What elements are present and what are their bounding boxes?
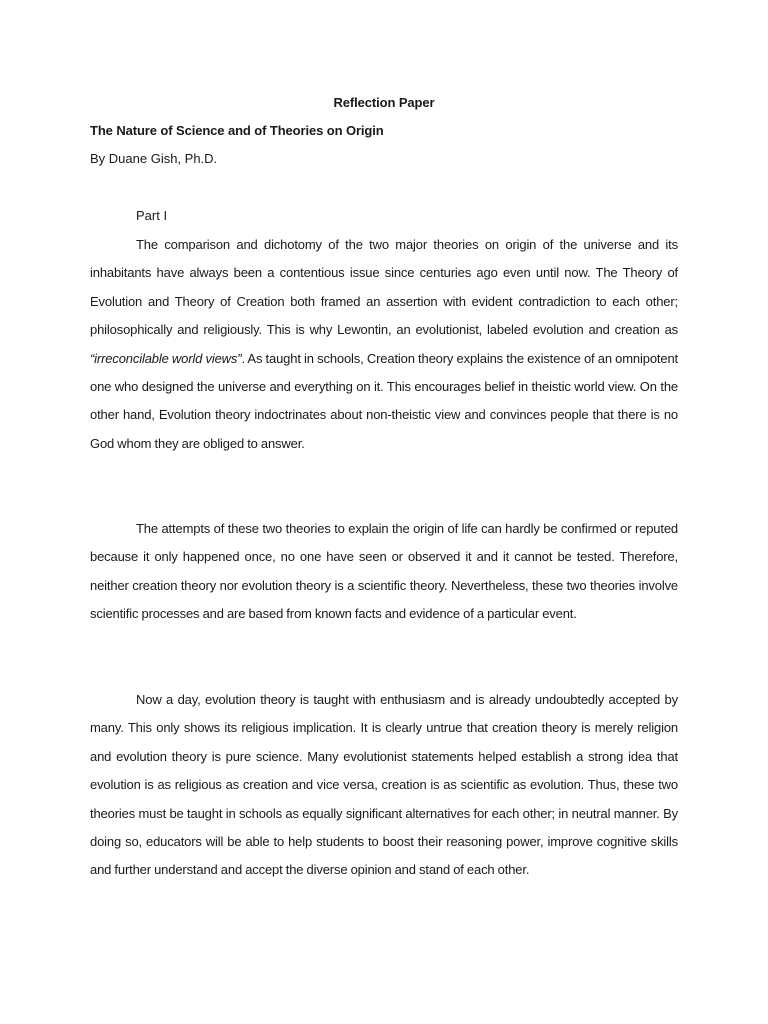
paragraph-3: Now a day, evolution theory is taught with enthusiasm and is already undoubtedly accepted by many. This only shows its religious implication. It is clearly untrue that creation theory is merely religion and evolution theory is pure science. Many evolutionist statements helped establish a strong idea that evolution is as religious as creation and vice versa, creation is as scientific as evolution. Thus, these two theories must be taught in schools as equally significant alternatives for each other; in neutral manner. By doing so, educators will be able to help students to boost their reasoning power, improve cognitive skills and further understand and accept the diverse opinion and stand of each other. [90, 692, 678, 878]
document-author: By Duane Gish, Ph.D. [90, 151, 218, 166]
paragraph-1 [90, 231, 678, 458]
paragraph-1-quote: “irreconcilable world views” [90, 350, 242, 366]
paragraph-1-text-end: . As taught in schools, Creation theory explains the existence of an omnipotent one who designed the universe and everything on it. This encourages belief in theistic world view. On the other hand, Evolution theory indoctrinates about non-theistic view and convinces people that there is no God whom they are obliged to answer. [90, 350, 678, 451]
paragraph-1-text-start: The comparison and dichotomy of the two major theories on origin of the universe and its inhabitants have always been a contentious issue since centuries ago even until now. The Theory of Evolution and Theory of Creation both framed an assertion with evident contradiction to each other; philosophically and religiously. This is why Lewontin, an evolutionist, labeled evolution and creation as [90, 237, 678, 338]
part-heading: Part I [136, 208, 168, 223]
document-subtitle: The Nature of Science and of Theories on Origin [90, 123, 384, 138]
document-title: Reflection Paper [333, 95, 435, 110]
paragraph-2: The attempts of these two theories to explain the origin of life can hardly be confirmed or reputed because it only happened once, no one have seen or observed it and it cannot be tested. Therefore, neither creation theory nor evolution theory is a scientific theory. Nevertheless, these two theories involve scientific processes and are based from known facts and evidence of a particular event. [90, 521, 678, 622]
